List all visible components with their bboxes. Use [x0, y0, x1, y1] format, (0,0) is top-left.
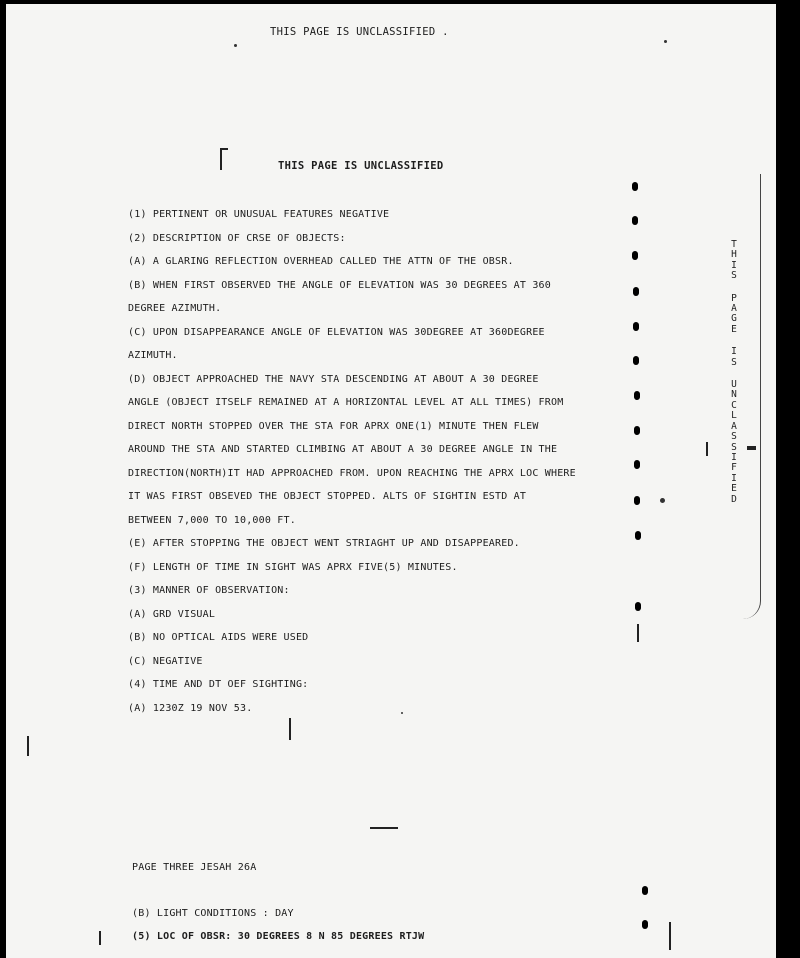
scan-mark: [706, 442, 708, 456]
scan-mark: [27, 736, 29, 756]
report-line: AZIMUTH.: [128, 350, 178, 361]
sprocket-hole: [633, 322, 639, 331]
report-line: DIRECTION(NORTH)IT HAD APPROACHED FROM. UPON REACHING THE APRX LOC WHERE: [128, 467, 576, 479]
location-line: (5) LOC OF OBSR: 30 DEGREES 8 N 85 DEGREES RTJW: [132, 931, 425, 942]
sprocket-hole: [632, 182, 638, 191]
scan-speck: [660, 498, 665, 503]
report-line: (3) MANNER OF OBSERVATION:: [128, 585, 290, 596]
stamp-letter: D: [731, 493, 737, 505]
report-line: DIRECT NORTH STOPPED OVER THE STA FOR APRX ONE(1) MINUTE THEN FLEW: [128, 420, 539, 432]
scan-mark: [220, 148, 228, 150]
sprocket-hole: [634, 391, 640, 400]
report-line: (A) GRD VISUAL: [128, 608, 216, 620]
report-body: [128, 203, 628, 720]
sprocket-hole: [633, 356, 639, 365]
scan-mark: [289, 718, 291, 740]
scan-mark: [637, 624, 639, 642]
stamp-letter: A: [731, 303, 737, 315]
scan-mark: [669, 922, 671, 950]
scan-mark: [370, 827, 398, 829]
sprocket-hole: [642, 920, 648, 929]
stamp-letter: T: [731, 239, 737, 250]
scan-speck: [401, 712, 403, 714]
stamp-letter: L: [731, 410, 737, 422]
sprocket-hole: [634, 426, 640, 435]
stamp-letter: N: [731, 389, 737, 401]
scan-mark: [220, 148, 222, 170]
sprocket-hole: [632, 216, 638, 225]
report-line: (1) PERTINENT OR UNUSUAL FEATURES NEGATIVE: [128, 209, 390, 220]
stamp-letter: F: [731, 462, 737, 474]
report-line: (C) UPON DISAPPEARANCE ANGLE OF ELEVATION WAS 30DEGREE AT 360DEGREE: [128, 326, 545, 338]
stamp-letter: A: [731, 420, 737, 432]
report-line: ANGLE (OBJECT ITSELF REMAINED AT A HORIZONTAL LEVEL AT ALL TIMES) FROM: [128, 397, 564, 408]
stamp-letter: U: [731, 379, 737, 391]
report-line: (A) 1230Z 19 NOV 53.: [128, 702, 253, 714]
sprocket-hole: [635, 531, 641, 540]
scan-speck: [664, 40, 667, 43]
page-header-main: THIS PAGE IS UNCLASSIFIED: [278, 160, 444, 172]
stamp-letter: C: [731, 399, 737, 411]
scan-mark: [747, 446, 756, 450]
report-line: IT WAS FIRST OBSEVED THE OBJECT STOPPED. ALTS OF SIGHTIN ESTD AT: [128, 491, 527, 502]
stamp-letter: I: [731, 472, 737, 484]
report-line: (B) WHEN FIRST OBSERVED THE ANGLE OF ELEVATION WAS 30 DEGREES AT 360: [128, 279, 551, 291]
document-page: [6, 4, 776, 958]
stamp-letter: S: [731, 431, 737, 443]
sprocket-hole: [635, 602, 641, 611]
page-header-top: THIS PAGE IS UNCLASSIFIED .: [270, 26, 449, 38]
report-line: AROUND THE STA AND STARTED CLIMBING AT ABOUT A 30 DEGREE ANGLE IN THE: [128, 444, 558, 455]
scan-speck: [234, 44, 237, 47]
report-line: (E) AFTER STOPPING THE OBJECT WENT STRIAGHT UP AND DISAPPEARED.: [128, 538, 520, 549]
report-line: (C) NEGATIVE: [128, 655, 203, 667]
report-line: (F) LENGTH OF TIME IN SIGHT WAS APRX FIVE(5) MINUTES.: [128, 561, 458, 573]
scan-mark: [99, 931, 101, 945]
stamp-letter: S: [731, 441, 737, 453]
sprocket-hole: [633, 287, 639, 296]
sprocket-hole: [634, 460, 640, 469]
report-line: (A) A GLARING REFLECTION OVERHEAD CALLED THE ATTN OF THE OBSR.: [128, 256, 514, 267]
report-line: (B) NO OPTICAL AIDS WERE USED: [128, 632, 309, 643]
stamp-letter: I: [731, 451, 737, 463]
stamp-letter: I: [731, 346, 737, 358]
stamp-letter: S: [731, 270, 737, 282]
stamp-letter: G: [731, 313, 737, 325]
sprocket-hole: [634, 496, 640, 505]
report-line: (2) DESCRIPTION OF CRSE OF OBJECTS:: [128, 232, 346, 244]
light-conditions-line: (B) LIGHT CONDITIONS : DAY: [132, 908, 294, 919]
sprocket-hole: [642, 886, 648, 895]
report-line: DEGREE AZIMUTH.: [128, 303, 222, 314]
page-number-line: PAGE THREE JESAH 26A: [132, 862, 257, 873]
vertical-classification-stamp: [728, 240, 740, 505]
stamp-letter: P: [731, 292, 737, 304]
stamp-letter: E: [731, 323, 737, 335]
stamp-letter: S: [731, 356, 737, 368]
stamp-letter: I: [731, 259, 737, 271]
report-line: BETWEEN 7,000 TO 10,000 FT.: [128, 514, 296, 526]
stamp-letter: E: [731, 483, 737, 495]
report-line: (D) OBJECT APPROACHED THE NAVY STA DESCENDING AT ABOUT A 30 DEGREE: [128, 373, 539, 385]
stamp-letter: H: [731, 249, 737, 261]
report-line: (4) TIME AND DT OEF SIGHTING:: [128, 679, 309, 690]
stamp-gap: [728, 282, 740, 294]
sprocket-hole: [632, 251, 638, 260]
